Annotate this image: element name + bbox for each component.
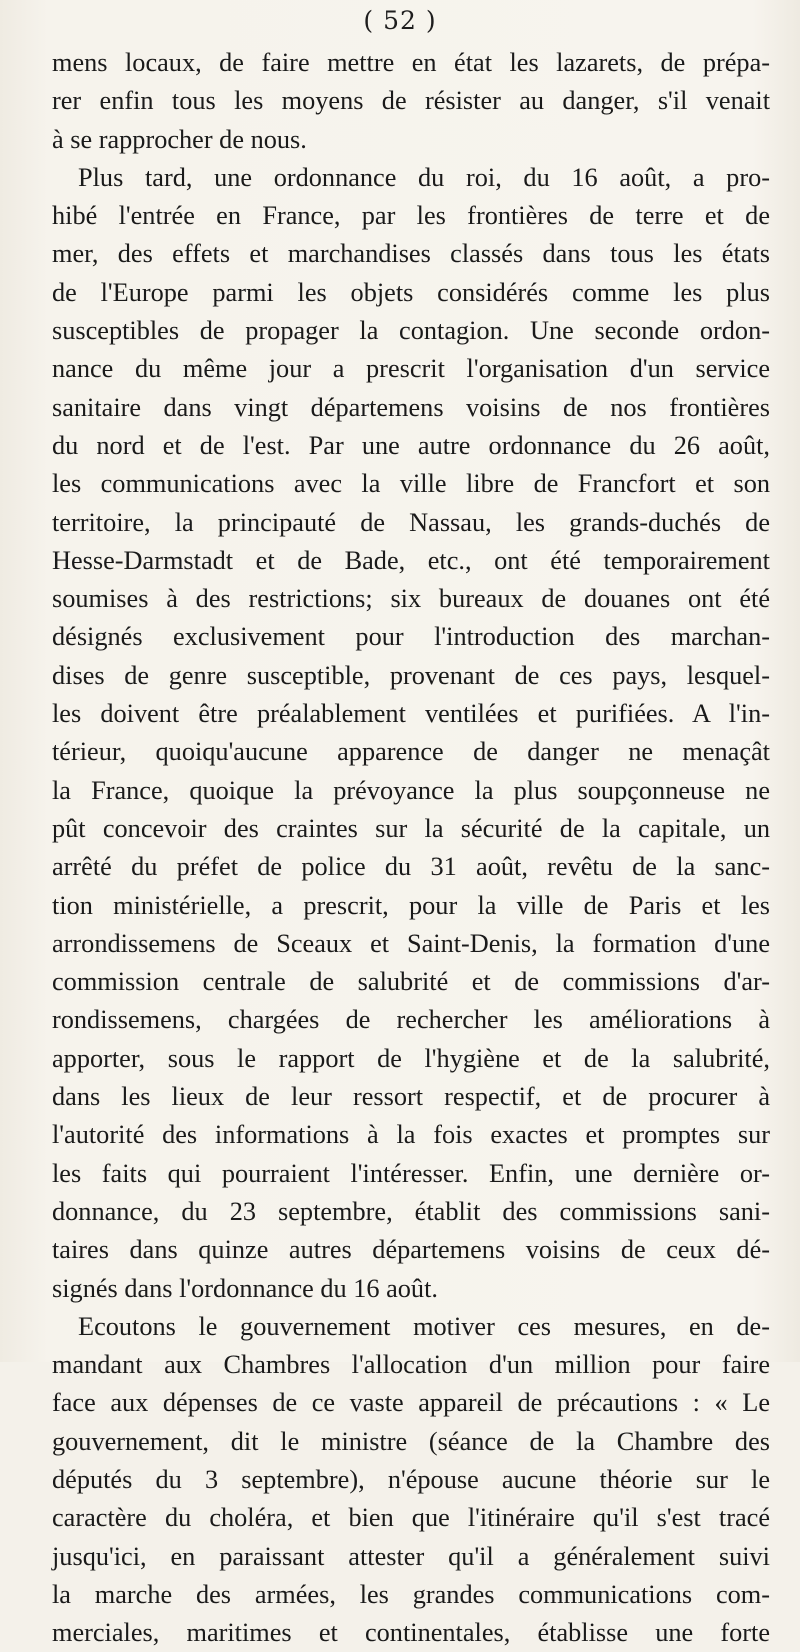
text-line: jusqu'ici, en paraissant attester qu'il a généralement suivi (52, 1541, 770, 1571)
text-line: désignés exclusivement pour l'introduction des marchan- (52, 622, 770, 652)
text-line: dans les lieux de leur ressort respectif, et de procurer à (52, 1082, 770, 1112)
text-line: caractère du choléra, et bien que l'itinéraire qu'il s'est tracé (52, 1503, 770, 1533)
text-line: face aux dépenses de ce vaste appareil de précautions : « Le (52, 1388, 770, 1418)
text-line: les faits qui pourraient l'intéresser. Enfin, une dernière or- (52, 1158, 770, 1188)
text-line: territoire, la principauté de Nassau, les grands-duchés de (52, 507, 770, 537)
text-line: donnance, du 23 septembre, établit des commissions sani- (52, 1196, 770, 1226)
text-line: pût concevoir des craintes sur la sécurité de la capitale, un (52, 813, 770, 843)
text-line: soumises à des restrictions; six bureaux de douanes ont été (52, 584, 770, 614)
text-line: mens locaux, de faire mettre en état les lazarets, de prépa- (52, 48, 770, 77)
text-line: térieur, quoiqu'aucune apparence de danger ne menaçât (52, 737, 770, 767)
text-line: de l'Europe parmi les objets considérés comme les plus (52, 277, 770, 307)
text-line: hibé l'entrée en France, par les frontières de terre et de (52, 201, 770, 231)
page-number: ( 52 ) (363, 6, 437, 35)
text-line: Ecoutons le gouvernement motiver ces mesures, en de- (78, 1311, 770, 1341)
text-line: l'autorité des informations à la fois exactes et promptes sur (52, 1120, 770, 1150)
text-line: taires dans quinze autres départemens voisins de ceux dé- (52, 1235, 770, 1265)
text-line: Plus tard, une ordonnance du roi, du 16 août, a pro- (78, 162, 770, 192)
text-line: la France, quoique la prévoyance la plus soupçonneuse ne (52, 775, 770, 805)
text-line: du nord et de l'est. Par une autre ordonnance du 26 août, (52, 430, 770, 460)
text-line: signés dans l'ordonnance du 16 août. (52, 1273, 438, 1303)
text-line: apporter, sous le rapport de l'hygiène et de la salubrité, (52, 1043, 770, 1073)
text-line: merciales, maritimes et continentales, établisse une forte (52, 1618, 770, 1648)
text-line: mandant aux Chambres l'allocation d'un million pour faire (52, 1350, 770, 1380)
text-line: les communications avec la ville libre de Francfort et son (52, 469, 770, 499)
text-line: gouvernement, dit le ministre (séance de la Chambre des (52, 1426, 770, 1456)
text-line: commission centrale de salubrité et de commissions d'ar- (52, 967, 770, 997)
text-line: nance du même jour a prescrit l'organisation d'un service (52, 354, 770, 384)
text-line: sanitaire dans vingt départemens voisins de nos frontières (52, 392, 770, 422)
text-line: députés du 3 septembre), n'épouse aucune théorie sur le (52, 1464, 770, 1494)
text-line: à se rapprocher de nous. (52, 124, 307, 154)
text-line: arrêté du préfet de police du 31 août, revêtu de la sanc- (52, 852, 770, 882)
text-line: rondissemens, chargées de rechercher les améliorations à (52, 1005, 770, 1035)
body-text (52, 44, 770, 1652)
text-line: dises de genre susceptible, provenant de ces pays, lesquel- (52, 660, 770, 690)
text-line: tion ministérielle, a prescrit, pour la ville de Paris et les (52, 890, 770, 920)
text-line: rer enfin tous les moyens de résister au danger, s'il venait (52, 86, 770, 116)
text-line: les doivent être préalablement ventilées et purifiées. A l'in- (52, 699, 770, 729)
text-line: susceptibles de propager la contagion. Une seconde ordon- (52, 316, 770, 346)
text-line: la marche des armées, les grandes communications com- (52, 1579, 770, 1609)
text-line: Hesse-Darmstadt et de Bade, etc., ont été temporairement (52, 545, 770, 575)
text-line: arrondissemens de Sceaux et Saint-Denis, la formation d'une (52, 928, 770, 958)
text-line: mer, des effets et marchandises classés dans tous les états (52, 239, 770, 269)
